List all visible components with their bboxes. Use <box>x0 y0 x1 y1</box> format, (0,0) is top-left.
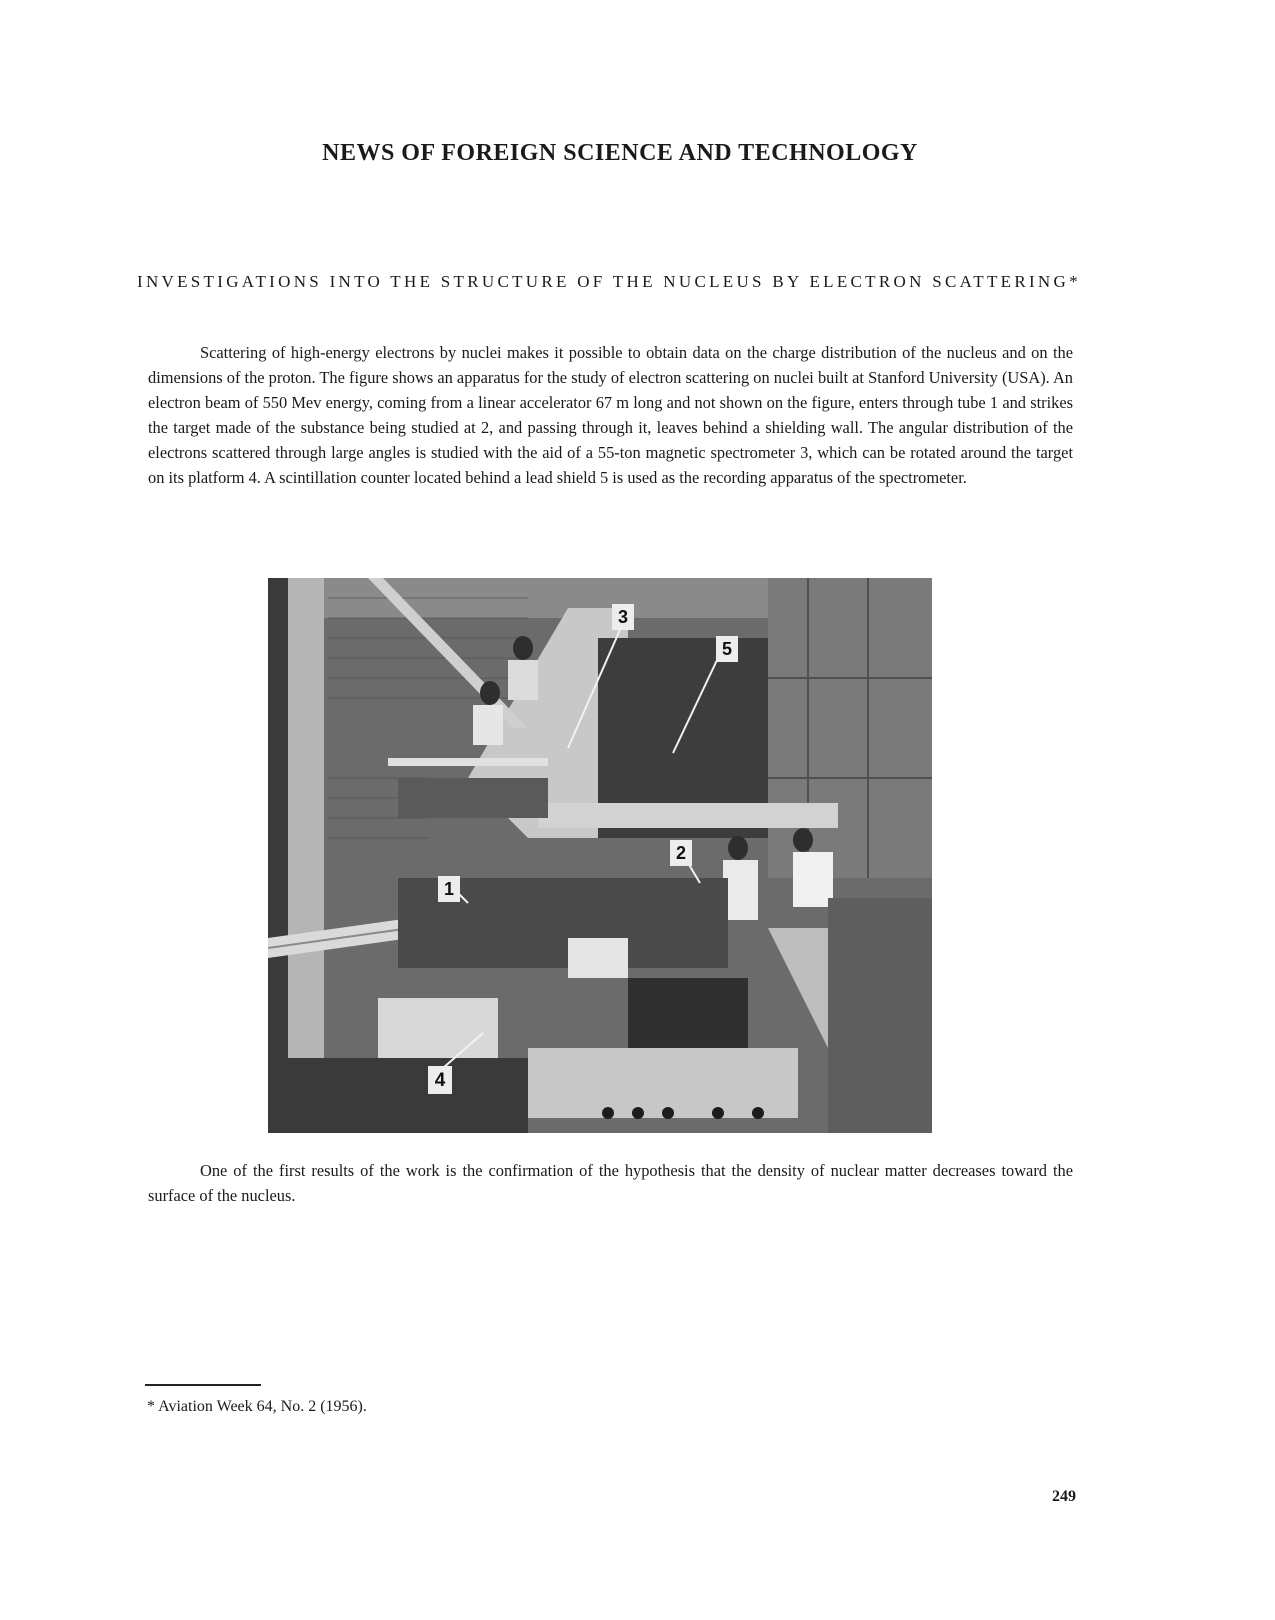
paragraph-intro: Scattering of high-energy electrons by nuclei makes it possible to obtain data on the charge distribution of the nucleus and on the dimensions of the proton. The figure shows an apparatus for the study of electron scattering on nuclei built at Stanford University (USA). An electron beam of 550 Mev energy, coming from a linear accelerator 67 m long and not shown on the figure, enters through tube 1 and strikes the target made of the substance being studied at 2, and passing through it, leaves behind a shielding wall. The angular distribution of the electrons scattered through large angles is studied with the aid of a 55-ton magnetic spectrometer 3, which can be rotated around the target on its platform 4. A scintillation counter located behind a lead shield 5 is used as the recording apparatus of the spectrometer. <box>148 343 1073 487</box>
label-1: 1 <box>443 879 455 899</box>
photo-illustration <box>268 578 932 1133</box>
label-5: 5 <box>721 639 733 659</box>
section-header: NEWS OF FOREIGN SCIENCE AND TECHNOLOGY <box>322 140 918 166</box>
footnote: * Aviation Week 64, No. 2 (1956). <box>147 1398 367 1415</box>
paragraph-result: One of the first results of the work is the confirmation of the hypothesis that the density of nuclear matter decreases toward the surface of the nucleus. <box>148 1161 1073 1205</box>
apparatus-photo <box>268 578 932 1133</box>
page-number: 249 <box>1052 1488 1076 1505</box>
footnote-rule <box>145 1384 261 1386</box>
label-4: 4 <box>434 1070 446 1091</box>
label-2: 2 <box>675 843 687 863</box>
label-3: 3 <box>617 607 629 627</box>
article-title: INVESTIGATIONS INTO THE STRUCTURE OF THE NUCLEUS BY ELECTRON SCATTERING* <box>137 272 1081 291</box>
